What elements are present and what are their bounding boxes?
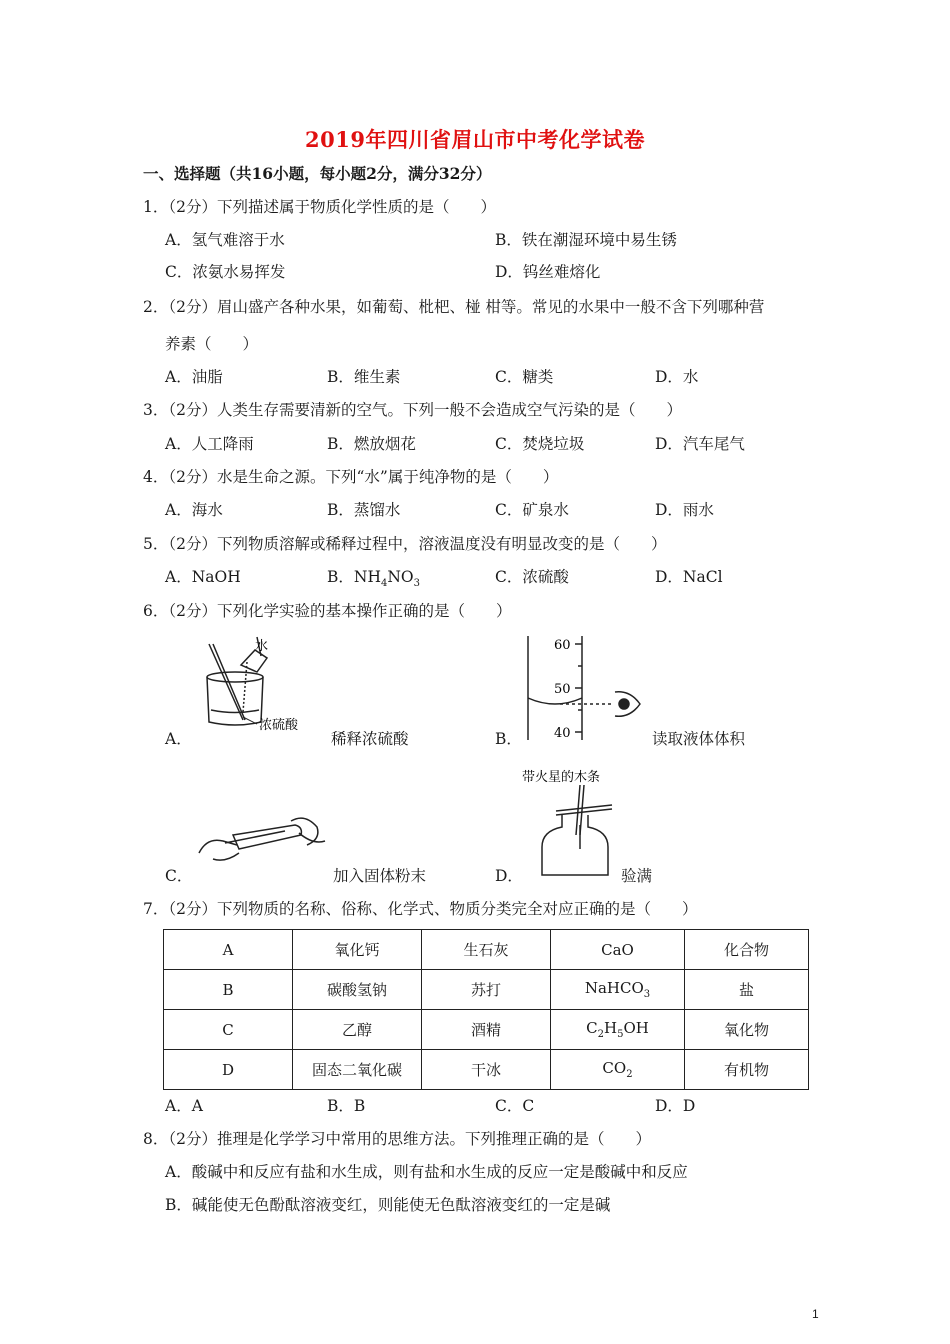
formula-text: H — [604, 1019, 618, 1037]
table-cell: D — [164, 1050, 293, 1090]
table-row — [164, 1050, 809, 1090]
q7-option-a[interactable]: A．A — [165, 1097, 203, 1115]
q1-option-b[interactable]: B．铁在潮湿环境中易生锈 — [495, 231, 677, 249]
table-cell: 氧化钙 — [293, 930, 422, 970]
q8-option-b[interactable]: B．碱能使无色酚酞溶液变红，则能使无色酞溶液变红的一定是碱 — [165, 1196, 611, 1214]
table-cell: 酒精 — [422, 1010, 551, 1050]
question-3-stem: 3．（2分）人类生存需要清新的空气。下列一般不会造成空气污染的是（ ） — [143, 401, 682, 419]
formula-text: NaHCO — [584, 979, 644, 997]
q6-option-a[interactable]: A． — [165, 730, 192, 748]
q2-option-c[interactable]: C．糖类 — [495, 368, 554, 386]
gas-bottle-splint-illustration — [520, 765, 620, 880]
tick-60: 60 — [554, 638, 571, 653]
q5-option-b-mid: NO — [387, 568, 414, 586]
table-row — [164, 970, 809, 1010]
table-cell-formula-co2 — [551, 1050, 685, 1090]
table-cell: A — [164, 930, 293, 970]
label-acid: 浓硫酸 — [259, 718, 299, 732]
q5-option-a[interactable]: A．NaOH — [165, 568, 241, 586]
page-number: 1 — [812, 1307, 819, 1321]
graduated-cylinder-illustration — [520, 632, 650, 742]
q2-option-a[interactable]: A．油脂 — [165, 368, 223, 386]
table-row — [164, 1010, 809, 1050]
q7-option-b[interactable]: B．B — [327, 1097, 366, 1115]
question-2-stem-cont: 养素（ ） — [165, 335, 259, 353]
q5-option-b-text: B．NH — [327, 568, 381, 586]
page-title: 2019年四川省眉山市中考化学试卷 — [305, 127, 645, 152]
table-row — [164, 930, 809, 970]
table-cell: 氧化物 — [685, 1010, 809, 1050]
q6-option-b[interactable]: B． — [495, 730, 522, 748]
q6-option-d[interactable]: D． — [495, 867, 523, 885]
q6-option-c[interactable]: C． — [165, 867, 193, 885]
table-cell: 盐 — [685, 970, 809, 1010]
test-tube-powder-illustration — [195, 815, 330, 870]
question-4-stem: 4．（2分）水是生命之源。下列“水”属于纯净物的是（ ） — [143, 468, 559, 486]
q5-option-b-sub2: 3 — [413, 578, 421, 590]
q1-option-d[interactable]: D．钨丝难熔化 — [495, 263, 601, 281]
table-cell: 有机物 — [685, 1050, 809, 1090]
table-cell-formula-ethanol — [551, 1010, 685, 1050]
q2-option-b[interactable]: B．维生素 — [327, 368, 401, 386]
q7-option-d[interactable]: D．D — [655, 1097, 696, 1115]
table-cell: 干冰 — [422, 1050, 551, 1090]
q1-option-a[interactable]: A．氢气难溶于水 — [165, 231, 285, 249]
table-cell: 碳酸氢钠 — [293, 970, 422, 1010]
question-6-stem: 6．（2分）下列化学实验的基本操作正确的是（ ） — [143, 602, 512, 620]
q4-option-d[interactable]: D．雨水 — [655, 501, 714, 519]
label-water: 水 — [255, 639, 269, 654]
q6-caption-b: 读取液体体积 — [652, 730, 746, 748]
formula-text: OH — [623, 1019, 649, 1037]
label-splint: 带火星的木条 — [522, 770, 601, 785]
q3-option-d[interactable]: D．汽车尾气 — [655, 435, 745, 453]
section-heading: 一、选择题（共16小题，每小题2分，满分32分） — [143, 164, 492, 183]
dilution-beaker-illustration — [195, 632, 315, 732]
formula-sub: 5 — [617, 1029, 624, 1040]
formula-text: CO — [602, 1059, 627, 1077]
table-cell: 乙醇 — [293, 1010, 422, 1050]
table-cell-formula-nahco3 — [551, 970, 685, 1010]
q6-caption-a: 稀释浓硫酸 — [331, 730, 409, 748]
q7-table — [163, 929, 809, 1090]
q3-option-b[interactable]: B．燃放烟花 — [327, 435, 416, 453]
formula-sub: 3 — [643, 989, 651, 1000]
question-1-stem: 1．（2分）下列描述属于物质化学性质的是（ ） — [143, 198, 496, 216]
question-5-stem: 5．（2分）下列物质溶解或稀释过程中，溶液温度没有明显改变的是（ ） — [143, 535, 667, 553]
formula-sub: 2 — [597, 1029, 604, 1040]
table-cell: C — [164, 1010, 293, 1050]
table-cell: CaO — [551, 930, 685, 970]
formula-text: C — [586, 1019, 598, 1037]
q8-option-a[interactable]: A．酸碱中和反应有盐和水生成，则有盐和水生成的反应一定是酸碱中和反应 — [165, 1163, 688, 1181]
question-8-stem: 8．（2分）推理是化学学习中常用的思维方法。下列推理正确的是（ ） — [143, 1130, 651, 1148]
q7-option-c[interactable]: C．C — [495, 1097, 535, 1115]
table-cell: 化合物 — [685, 930, 809, 970]
q1-option-c[interactable]: C．浓氨水易挥发 — [165, 263, 286, 281]
question-2-stem: 2．（2分）眉山盛产各种水果，如葡萄、枇杷、椪 柑等。常见的水果中一般不含下列哪种营 — [143, 298, 765, 316]
question-7-stem: 7．（2分）下列物质的名称、俗称、化学式、物质分类完全对应正确的是（ ） — [143, 900, 698, 918]
q5-option-b-sub1: 4 — [380, 578, 388, 590]
tick-50: 50 — [554, 682, 571, 697]
q4-option-c[interactable]: C．矿泉水 — [495, 501, 569, 519]
table-cell: 生石灰 — [422, 930, 551, 970]
table-cell: 固态二氧化碳 — [293, 1050, 422, 1090]
q3-option-c[interactable]: C．焚烧垃圾 — [495, 435, 585, 453]
q5-option-d[interactable]: D．NaCl — [655, 568, 723, 586]
q4-option-a[interactable]: A．海水 — [165, 501, 223, 519]
tick-40: 40 — [554, 726, 571, 741]
q6-caption-c: 加入固体粉末 — [333, 867, 427, 885]
table-cell: B — [164, 970, 293, 1010]
table-cell: 苏打 — [422, 970, 551, 1010]
q4-option-b[interactable]: B．蒸馏水 — [327, 501, 401, 519]
formula-sub: 2 — [626, 1069, 633, 1080]
q5-option-c[interactable]: C．浓硫酸 — [495, 568, 569, 586]
q3-option-a[interactable]: A．人工降雨 — [165, 435, 254, 453]
q5-option-b[interactable] — [327, 567, 420, 594]
q6-caption-d: 验满 — [621, 867, 653, 885]
q2-option-d[interactable]: D．水 — [655, 368, 699, 386]
